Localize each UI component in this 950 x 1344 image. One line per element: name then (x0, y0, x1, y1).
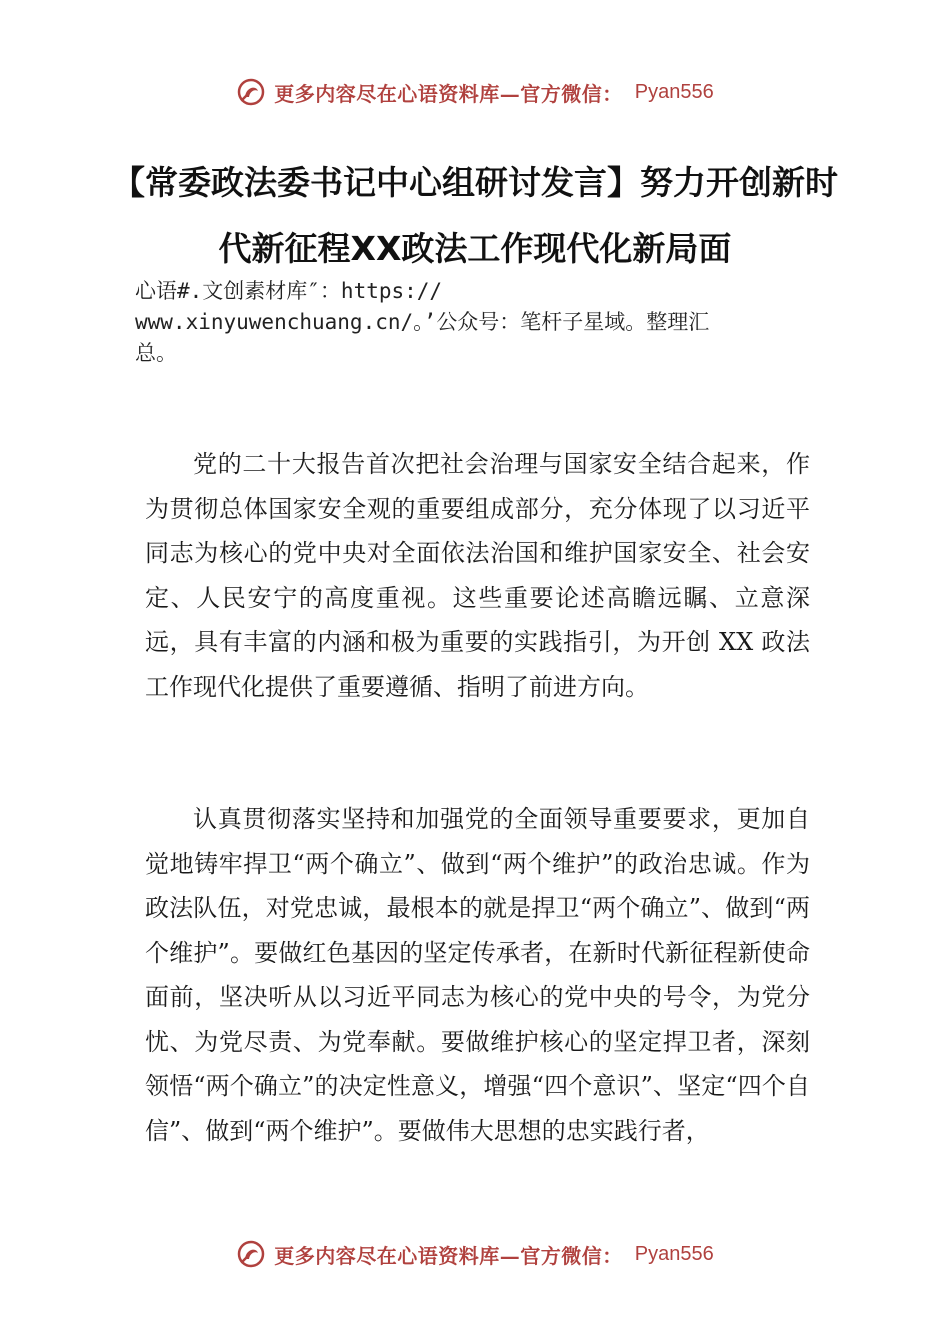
source-note-line: www.xinyuwenchuang.cn/。’公众号：笔杆子星域。整理汇 (135, 310, 710, 334)
source-note (135, 276, 835, 369)
banner-text: 更多内容尽在心语资料库—官方微信： (274, 81, 623, 106)
banner-wechat-id: Pyan556 (634, 1242, 714, 1265)
body-paragraph: 党的二十大报告首次把社会治理与国家安全结合起来，作为贯彻总体国家安全观的重要组成部分，充分体现了以习近平同志为核心的党中央对全面依法治国和维护国家安全、社会安定、人民安宁的高度重视。这些重要论述高瞻远瞩、立意深远，具有丰富的内涵和极为重要的实践指引，为开创 XX 政法工作现代化提供了重要遵循、指明了前进方向。 (145, 450, 810, 701)
source-note-line: 心语#.文创素材库″：https:// (135, 279, 443, 303)
footer-banner (0, 1232, 950, 1276)
swirl-logo-icon (236, 77, 266, 107)
banner-wechat-id: Pyan556 (634, 80, 714, 103)
banner-text: 更多内容尽在心语资料库—官方微信： (274, 1243, 623, 1268)
body-paragraph: 认真贯彻落实坚持和加强党的全面领导重要要求，更加自觉地铸牢捍卫“两个确立”、做到“两个维护”的政治忠诚。作为政法队伍，对党忠诚，最根本的就是捍卫“两个确立”、做到“两个维护”。要做红色基因的坚定传承者，在新时代新征程新使命面前，坚决听从以习近平同志为核心的党中央的号令，为党分忧、为党尽责、为党奉献。要做维护核心的坚定捍卫者，深刻领悟“两个确立”的决定性意义，增强“四个意识”、坚定“四个自信”、做到“两个维护”。要做伟大思想的忠实践行者， (145, 805, 810, 1145)
source-note-line: 总。 (135, 341, 177, 365)
swirl-logo-icon (236, 1239, 266, 1269)
document-title: 【常委政法委书记中心组研讨发言】努力开创新时代新征程XX政法工作现代化新局面 (112, 163, 838, 268)
header-banner (0, 70, 950, 114)
